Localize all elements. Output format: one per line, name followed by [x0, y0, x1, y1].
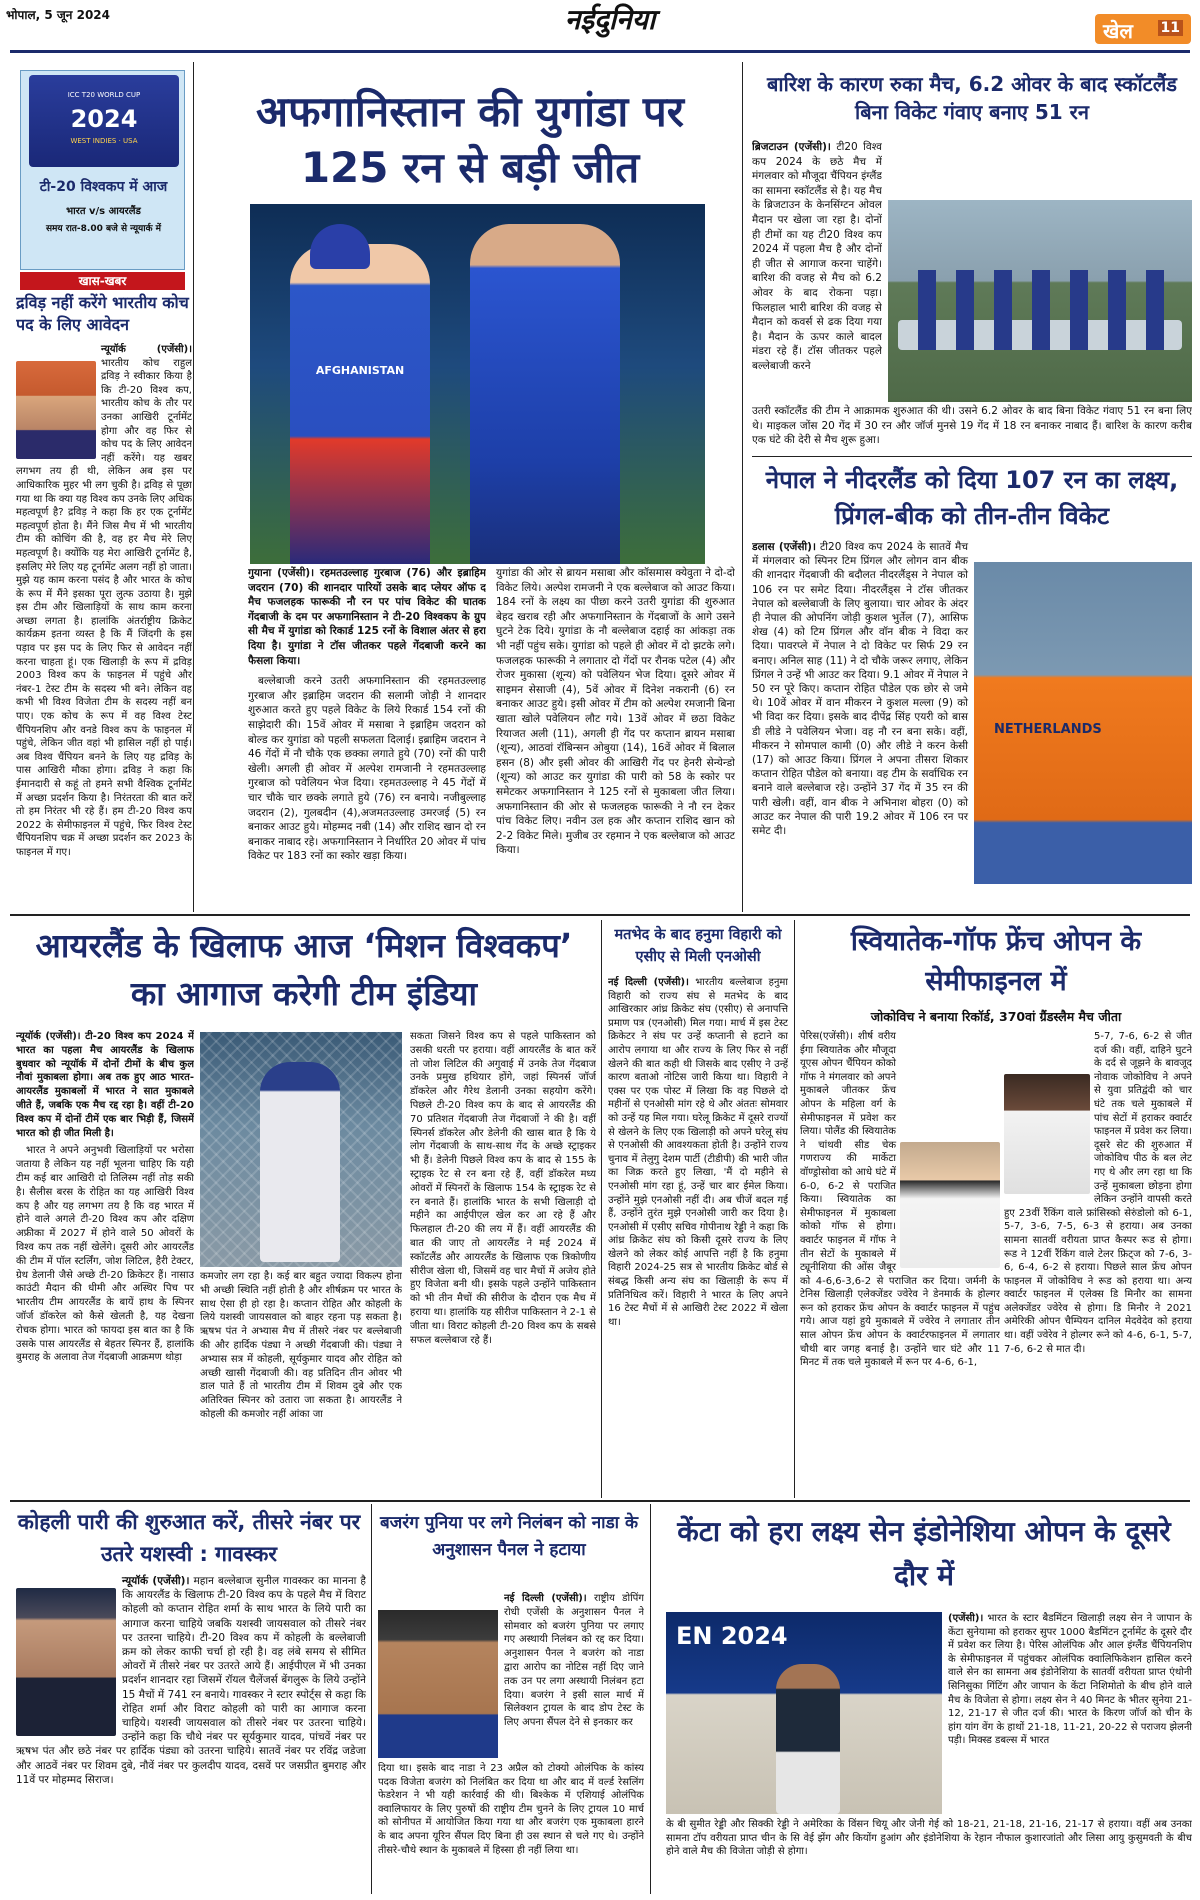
swiatek-col-left — [800, 1030, 1000, 1498]
khas-dateline: न्यूयॉर्क (एजेंसी)। — [101, 344, 192, 355]
mid-rule — [10, 914, 1190, 916]
afg-body-right: युगांडा की ओर से ब्रायन मसाबा और कॉसमास क्येवुता ने दो-दो विकेट लिये। अल्पेश रामजनी ने एक बल्लेबाज को आउट किया। 184 रनों के लक्ष्य का पीछा करने उतरी युगांडा की शुरुआत बेहद खराब रही और अफगानिस्तान के गेंदबाजों के आगे उसने घुटने टेक दिये। युगांडा के नौ बल्लेबाज दहाई का आंकड़ा तक भी नहीं पहुंच सके। युगांडा को पहले ही ओवर में दो झटके लगे। फजलहक फारूकी ने लगातार दो गेंदों पर रौनक पटेल (4) और रोजर मुकासा (शून्य) को पवेलियन भेज दिया। दूसरे ओवर में साइमन सेसाजी (4), 5वें ओवर में दिनेश नकरानी (6) रन बनाकर आउट हुये। इसी ओवर में टीम को अल्पेश रमजानी बिना खाता खोले पवेलियन लौट गये। 13वें ओवर में छठा विकेट रियाजत अली (11), अगली ही गेंद पर कप्तान ब्रायन मसाबा (शून्य), आठवां रॉबिन्सन ओबुया (14), 16वें ओवर में बिलाल हसन (8) और इसी ओवर की आखिरी गेंद पर हेनरी सेन्येन्डो (शून्य) को आउट कर युगांडा की पारी को 58 के स्कोर पर समेटकर अफगानिस्तान ने 125 रनों से मुकाबला जीत लिया।अफगानिस्तान की ओर से फजलहक फारूकी ने नौ रन देकर पांच विकेट लिए। नवीन उल हक और कप्तान राशिद खान को 2-2 विकेट मिले। मुजीब उर रहमान ने एक बल्लेबाज को आउट किया। — [496, 567, 735, 857]
afg-player-1 — [290, 244, 430, 564]
vihari-headline: मतभेद के बाद हनुमा विहारी को एसीए से मिली एनओसी — [614, 927, 782, 965]
nepal-article — [752, 540, 1192, 912]
scot-headline: बारिश के कारण रुका मैच, 6.2 ओवर के बाद स्कॉटलैंड बिना विकेट गंवाए बनाए 51 रन — [767, 72, 1177, 124]
ireland-col-b — [200, 1270, 402, 1500]
bajrang-dateline: नई दिल्ली (एजेंसी)। — [504, 1593, 587, 1604]
nepal-body: टी20 विश्व कप 2024 के सातवें मैच में मंगलवार को स्पिनर टिम प्रिंगल और लोगन वान बीक की शानदार गेंदबाजी की बदौलत नीदरलैंड्स ने नेपाल को 106 रन पर समेट दिया। नीदरलैंड्स ने टॉस जीतकर नेपाल को बल्लेबाजी के लिए बुलाया। चार ओवर के अंदर ही नेपाल की ओपनिंग जोड़ी कुशल भुर्तेल (7), आसिफ शेख (4) को टिम प्रिंगल और वॉन बीक ने विदा कर दिया। पावरप्ले में नेपाल ने दो विकेट पर सिर्फ 29 रन बनाए। अनिल साह (11) ने दो चौके जरूर लगाए, लेकिन प्रिंगल ने उन्हें भी आउट कर दिया। 9.1 ओवर में नेपाल ने 50 रन पूरे किए। कप्तान रोहित पौडेल एक छोर से जमे थे। 10वें ओवर में वान मीकरन ने कुशल मल्ला (9) को भी विदा कर दिया। इसके बाद दीपेंद्र सिंह एयरी को बास डी लीडे ने पवेलियन भेजा। वह नौ रन बना सके। वहीं, मीकरन ने सोमपाल कामी (0) और लीडे ने करन केसी (17) को आउट किया। प्रिंगल ने अपना तीसरा शिकार कप्तान रोहित पौडेल को बनाया। वह टीम के सर्वाधिक रन बनाने वाले बल्लेबाज रहे। उन्होंने 37 गेंद में 35 रन की पारी खेली। वहीं, वान बीक ने अभिनाश बोहरा (0) को आउट कर नेपाल की पारी 19.2 ओवर में 106 रन पर समेट दी। — [752, 541, 968, 838]
lakshya-photo — [666, 1612, 942, 1814]
ireland-body-a: भारत ने अपने अनुभवी खिलाड़ियों पर भरोसा जताया है लेकिन यह नहीं भूलना चाहिए कि यही टीम कई बार आखिरी दो तिलिस्म नहीं तोड़ सकी है। सैलीस बरस के रोहित का यह आखिरी विश्व कप है और यह लगभग तय है कि वह भारत में होने वाले अगले टी-20 विश्व कप और दक्षिण अफ्रीका में 2027 में होने वाले 50 ओवरों के विश्व कप तक नहीं खेलेंगे। दूसरी ओर आयरलैंड की टीम में पॉल स्टर्लिंग, जोश लिटिल, हैरी टेक्टर, ग्रेथ डेलानी जैसे अच्छे टी-20 क्रिकेटर हैं। नासाउ काउंटी मैदान की धीमी और अस्थिर पिच पर भारतीय टीम आयरलैंड के बायें हाथ के स्पिनर जॉर्ज डॉकरेल को कैसे खेलती है, यह देखना रोचक होगा। भारत को फायदा इस बात का है कि उसके पास आयरलैंड से बेहतर स्पिनर हैं, हालांकि बुमराह के अलावा तेज गेंदबाजी आक्रमण थोड़ा — [16, 1145, 194, 1364]
gavaskar-photo — [16, 1588, 116, 1736]
promo-box — [20, 70, 185, 270]
vihari-body: भारतीय बल्लेबाज हनुमा विहारी को राज्य संघ से मतभेद के बाद आखिरकार आंध्र क्रिकेट संघ (एसीए) से अनापत्ति प्रमाण पत्र (एनओसी) मिल गया। मार्च में इस टेस्ट क्रिकेटर ने संघ पर उन्हें कप्तानी से हटाने का आरोप लगाया था और राज्य के लिए फिर से नहीं खेलने की बात कही थी जिसके बाद एसीए ने उन्हें कारण बताओ नोटिस जारी किया था। विहारी ने एक्स पर एक पोस्ट में लिखा कि वह पिछले दो महीनों से एनओसी मांग रहे थे और अंततः सोमवार को उन्हें यह मिल गया। घरेलू क्रिकेट में दूसरे राज्यों से खेलने के लिए एक खिलाड़ी को अपने घरेलू संघ से एनओसी की आवश्यकता होती है। उन्होंने राज्य चुनाव में तेलुगु देशम पार्टी (टीडीपी) की भारी जीत का जिक्र करते हुए लिखा, 'मैं दो महीने से एनओसी मांग रहा हूं, उन्हें चार बार ईमेल किया। उन्होंने मुझे एनओसी नहीं दी। अब चीजें बदल गई हैं, उन्होंने तुरंत मुझे एनओसी जारी कर दिया है। एनओसी में एसीए सचिव गोपीनाथ रेड्डी ने कहा कि आंध्र क्रिकेट संघ को किसी दूसरे राज्य के लिए खेलने को लेकर कोई आपत्ति नहीं है कि हनुमा विहारी 2024-25 सत्र से भारतीय क्रिकेट बोर्ड से संबद्ध किसी अन्य संघ का खिलाड़ी के रूप में प्रतिनिधित्व करें। विहारी ने भारत के लिए अपने 16 टेस्ट मैचों में से आखिरी टेस्ट 2022 में खेला था। — [608, 977, 788, 1328]
swiatek-body-right: 5-7, 7-6, 6-2 से जीत दर्ज की। वहीं, दाहिने घुटने के दर्द से जूझने के बावजूद नोवाक जोकोविच ने अपने से युवा प्रतिद्वंदी को चार घंटे तक चले मुकाबले में पांच सेटों में हराकर क्वार्टर फाइनल में प्रवेश कर लिया। दूसरे सेट की शुरुआत में जोकोविच पीठ के बल लेट गए थे और लग रहा था कि उन्हें मुकाबला छोड़ना होगा लेकिन उन्होंने वापसी करते हुए 23वीं रैंकिंग वाले फ्रांसिस्को सेरुंडोलो को 6-1, 5-7, 3-6, 7-5, 6-3 से हराया। अब उनका सामना सातवीं वरीयता प्राप्त कैस्पर रूड से होगा। रूड ने 12वीं रैंकिंग वाले टेलर फ्रिट्ज को 7-6, 3-6, 6-4, 6-2 से हराया। पिछले साल फ्रेंच ओपन फाइनल में जोकोविच ने रूड को हराया था। अन्य क्वार्टर फाइनल में एलेक्स डि मिनौर का सामना अलेक्जेंडर ज्वेरेव से होगा। डि मिनौर ने 2021 अमेरिकी ओपन चैम्पियन दानिल मेदवेदेव को हराया था। वहीं ज्वेरेव ने होल्गर रूने को 4-6, 6-1, 5-7, 7-6, 6-2 से मात दी। — [1004, 1031, 1192, 1355]
khas-label-text: खास-खबर — [78, 274, 127, 288]
vihari-dateline: नई दिल्ली (एजेंसी)। — [608, 977, 689, 988]
afg-photo-helmet — [310, 224, 370, 269]
ireland-photo — [200, 1032, 402, 1267]
lakshya-article — [948, 1612, 1192, 1816]
khas-label — [20, 272, 185, 290]
nepal-headline: नेपाल ने नीदरलैंड को दिया 107 रन का लक्ष्य, प्रिंगल-बीक को तीन-तीन विकेट — [765, 466, 1179, 530]
afg-player-2 — [470, 224, 620, 564]
masthead-rule — [10, 50, 1190, 53]
promo-match: भारत v/s आयरलैंड — [66, 206, 141, 217]
khas-article — [16, 343, 192, 913]
khas-body: भारतीय कोच राहुल द्रविड़ ने स्वीकार किया है कि टी-20 विश्व कप, भारतीय कोच के तौर पर उनका आखिरी टूर्नामेंट होगा और वह फिर से कोच पद के लिए आवेदन नहीं करेंगे। यह खबर लगभग तय ही थी, लेकिन अब इस पर आधिकारिक मुहर भी लग चुकी है। द्रविड़ से पूछा गया था कि क्या यह विश्व कप उनके लिए अधिक महत्वपूर्ण है? द्रविड़ ने कहा कि हर एक टूर्नामेंट महत्वपूर्ण होता है। मैंने जिस मैच में भी भारतीय टीम की कोचिंग की है, वह हर मैच मेरे लिए महत्वपूर्ण है। क्योंकि यह मेरा आखिरी टूर्नामेंट है, इसलिए मेरे लिए यह टूर्नामेंट अलग नहीं हो जाता। मुझे यह काम करना पसंद है और भारत के कोच के रूप में मैंने इसका पूरा लुत्फ उठाया है। मुझे इस टीम और खिलाड़ियों के साथ काम करना अच्छा लगता है। हालांकि अंतर्राष्ट्रीय क्रिकेट कार्यक्रम इतना व्यस्त है कि मैं जिंदगी के इस पड़ाव पर इस पद के लिए फिर से आवेदन नहीं करना चाहता हूं। एक खिलाड़ी के रूप में द्रविड़ 2003 विश्व कप के फाइनल में पहुंचे और नंबर-1 टेस्ट टीम के सदस्य भी बने। लेकिन वह कभी भी विश्व विजेता टीम के सदस्य नहीं बन पाए। एक कोच के रूप में वह विश्व टेस्ट चैंपियनशिप और वनडे विश्व कप के फाइनल में पहुंचे, लेकिन जीत वहां भी हासिल नहीं हो पाई। अब विश्व चैंपियन बनने के लिए यह द्रविड़ के पास आखिरी मौका होगा। द्रविड़ ने कहा कि ईमानदारी से कहूं तो हमने सभी वैश्विक टूर्नामेंट में अच्छा प्रदर्शन किया है। निरंतरता की बात करें तो हम निरंतर भी रहे हैं। हम टी-20 विश्व कप 2022 के सेमीफाइनल में पहुंचे, फिर विश्व टेस्ट चैंपियनशिप चक्र में अच्छा प्रदर्शन कर 2023 के फाइनल में गए। — [16, 357, 192, 858]
afg-headline: अफगानिस्तान की युगांडा पर 125 रन से बड़ी जीत — [256, 87, 684, 192]
wc-badge-line1: ICC T20 WORLD CUP — [67, 91, 141, 99]
col-rule-6 — [650, 1504, 651, 1894]
bajrang-body-bottom: दिया था। इसके बाद नाडा ने 23 अप्रैल को टोक्यो ओलंपिक के कांस्य पदक विजेता बजरंग को निलंबित कर दिया था और बाद में वर्ल्ड रेसलिंग फेडरेशन ने भी यही कार्रवाई की थी। बिश्केक में एशियाई ओलंपिक क्वालिफायर के लिए पुरुषों की राष्ट्रीय टीम चुनने के लिए ट्रायल 10 मार्च को सोनीपत में आयोजित किया गया था और बजरंग एक मुकाबला हारने के बाद अपना यूरिन सैंपल दिए बिना ही उस स्थान से चले गए थे। उन्होंने तीसरे-चौथे स्थान के मुकाबले में हिस्सा ही नहीं लिया था। — [378, 1763, 644, 1856]
afg-photo — [250, 204, 705, 564]
dravid-photo — [16, 361, 96, 459]
swiatek-photo — [900, 1142, 1000, 1268]
lakshya-dateline: (एजेंसी)। — [948, 1613, 984, 1624]
swiatek-body-left: पेरिस(एजेंसी)। शीर्ष वरीय ईगा स्वियातेक और मौजूदा यूएस ओपन चैंपियन कोको गॉफ ने मंगलवार को अपने मुकाबले जीतकर फ्रेंच ओपन के महिला वर्ग के सेमीफाइनल में प्रवेश कर लिया। पोलैंड की स्वियातेक ने चांथवी सीड चेक गणराज्य की मार्केटा वॉण्ड्रोसोवा को आधे घंटे में 6-0, 6-2 से पराजित किया। स्वियातेक का सेमीफाइनल में मुकाबला कोको गॉफ से होगा। क्वार्टर फाइनल में गॉफ ने तीन सेटों के मुकाबले में ट्यूनीशिया की ओंस जैबूर को 4-6,6-3,6-2 से पराजित कर दिया। जर्मनी के टेनिस खिलाड़ी एलेक्जेंडर ज्वेरेव ने डेनमार्क के होल्गर रून को हराकर फ्रेंच ओपन के क्वार्टर फाइनल में पहुंच गये। आज यहां हुये मुकाबले में ज्वेरेव ने लगातार तीन साल ओपन फ्रेंच ओपन के क्वार्टरफाइनल में लगातार चौथी बार जगह बनाई है। उन्होंने चार घंटे और 11 मिनट में तक चले मुकाबले में रून पर 4-6, 6-1, — [800, 1031, 1000, 1369]
scot-body-top: टी20 विश्व कप 2024 के छठे मैच में मंगलवार को मौजूदा चैंपियन इंग्लैंड का सामना स्कॉटलैंड से है। यह मैच के ब्रिजटाउन के केनसिंग्टन ओवल मैदान पर खेला जा रहा है। दोनों ही टीमों का यह टी20 विश्व कप 2024 में पहला मैच है और दोनों ही जीत से आगाज करना चाहेंगे। बारिश की वजह से मैच को 6.2 ओवर के बाद रोकना पड़ा। फिलहाल भारी बारिश की वजह से मैदान को कवर्स से ढक दिया गया है। मैदान के ऊपर काले बादल मंडरा रहे हैं। टॉस जीतकर पहले बल्लेबाजी करने — [752, 141, 882, 372]
ireland-body-b: कमजोर लग रहा है। कई बार बहुत ज्यादा विकल्प होना भी अच्छी स्थिति नहीं होती है और शीर्षक्रम पर भारत के साथ ऐसा ही हो रहा है। कप्तान रोहित और कोहली के लिये यशस्वी जायसवाल को बाहर रहना पड़ सकता है। ऋषभ पंत ने अभ्यास मैच में तीसरे नंबर पर बल्लेबाजी की और हार्दिक पंड्या ने अच्छी गेंदबाजी की। पंड्या ने अभ्यास सत्र में कोहली, सूर्यकुमार यादव और रोहित को अच्छी खासी गेंदबाजी की। वह प्रतिदिन तीन ओवर भी डाल पाते हैं तो भारतीय टीम में शिवम दुबे और एक अतिरिक्त स्पिनर को उतारा जा सकता है। आयरलैंड ने कोहली की कमजोर नहीं आंका जा — [200, 1271, 402, 1420]
scot-rule — [752, 456, 1192, 457]
col-rule-3 — [601, 920, 602, 1498]
masthead — [0, 0, 1200, 52]
swiatek-col-right — [1004, 1030, 1192, 1498]
nepal-dateline: डलास (एजेंसी)। — [752, 541, 816, 553]
khas-headline: द्रविड़ नहीं करेंगे भारतीय कोच पद के लिए आवेदन — [16, 293, 189, 334]
scot-body-bottom: उतरी स्कॉटलैंड की टीम ने आक्रामक शुरुआत की थी। उसने 6.2 ओवर के बाद बिना विकेट गंवाए 51 रन बना लिए थे। माइकल जोंस 20 गेंद में 30 रन और जॉर्ज मुनसे 19 गेंद में 18 रन बनाकर नाबाद हैं। बारिश के कारण करीब एक घंटे की देरी से मैच शुरू हुआ। — [752, 405, 1192, 447]
lakshya-body: भारत के स्टार बैडमिंटन खिलाड़ी लक्ष्य सेन ने जापान के केंटा सुनेयामा को हराकर सुपर 1000 बैडमिंटन टूर्नामेंट के दूसरे दौर में प्रवेश कर लिया है। पेरिस ओलंपिक और आल इंग्लैंड चैंपियनशिप के सेमीफाइनल में पहुंचकर ओलंपिक क्वालिफिकेशन हासिल करने वाले सेन का सामना अब इंडोनेशिया के सातवीं वरीयता प्राप्त एंथोनी सिनिसुका गिंटिंग और जापान के केंटा निशिमोतो के बीच होने वाले मैच के विजेता से होगा। लक्ष्य सेन ने 40 मिनट के भीतर सुनेया 21-12, 21-17 से जीत दर्ज की। भारत के किरण जॉर्ज को चीन के हांग यांग वेंग के हाथों 21-18, 11-21, 20-22 से पराजय झेलनी पड़ी। मिक्स्ड डबल्स में भारत — [948, 1613, 1192, 1747]
gauff-photo — [1004, 1074, 1090, 1194]
kohli-headline: कोहली पारी की शुरुआत करें, तीसरे नंबर पर उतरे यशस्वी : गावस्कर — [17, 1510, 361, 1566]
afg-caption: गुयाना (एजेंसी)। रहमतउल्लाह गुरबाज (76) और इब्राहिम जदरान (70) की शानदार पारियों उसके बाद प्लेयर ऑफ द मैच फजलहक फारूकी नौ रन पर पांच विकेट की घातक गेंदबाजी के दम पर अफगानिस्तान ने टी-20 विश्वकप के ग्रुप सी मैच में युगांडा को रिकार्ड 125 रनों के विशाल अंतर से हरा दिया है। युगांडा ने टॉस जीतकर पहले गेंदबाजी करने का फैसला किया। — [248, 567, 486, 667]
ireland-lead: न्यूयॉर्क (एजेंसी)। टी-20 विश्व कप 2024 में भारत का पहला मैच आयरलैंड के खिलाफ बुधवार को न्यूयॉर्क में दोनों टीमों के बीच कुल नौवां मुकाबला होगा। अब तक हुए आठ भारत-आयरलैंड मुकाबलों में भारत ने सात मुकाबले जीते हैं, जबकि एक मैच रद्द रहा है। वहीं टी-20 विश्व कप में दोनों टीमें एक बार भिड़ी हैं, जिसमें भारत को ही जीत मिली है। — [16, 1031, 194, 1139]
bajrang-side — [504, 1592, 644, 1758]
lakshya-photo-text: EN 2024 — [676, 1622, 788, 1650]
bajrang-body-side: राष्ट्रीय डोपिंग रोधी एजेंसी के अनुशासन पैनल ने सोमवार को बजरंग पुनिया पर लगाए गए अस्थायी निलंबन को रद्द कर दिया। अनुशासन पैनल ने बजरंग को नाडा द्वारा आरोप का नोटिस नहीं दिए जाने तक उन पर लगा अस्थायी निलंबन हटा दिया। बजरंग ने इसी साल मार्च में सिलेक्शन ट्रायल के बाद डोप टेस्ट के लिए अपना सैंपल देने से इनकार कर — [504, 1593, 644, 1729]
col-rule-1 — [193, 62, 194, 912]
vihari-article — [608, 976, 788, 1498]
masthead-date: भोपाल, 5 जून 2024 — [6, 8, 111, 22]
afg-article — [248, 566, 735, 911]
ireland-batter — [260, 1062, 340, 1262]
lakshya-bottom — [666, 1818, 1192, 1894]
wc-badge-year: 2024 — [70, 105, 138, 133]
bajrang-photo — [378, 1610, 498, 1758]
wc-badge — [29, 75, 179, 167]
ireland-headline: आयरलैंड के खिलाफ आज ‘मिशन विश्वकप’ का आगाज करेगी टीम इंडिया — [35, 926, 573, 1013]
swiatek-subhead: जोकोविच ने बनाया रिकॉर्ड, 370वां ग्रैंडस्लैम मैच जीता — [870, 1009, 1122, 1024]
afg-body-left: बल्लेबाजी करने उतरी अफगानिस्तान की रहमतउल्लाह गुरबाज और इब्राहिम जदरान की सलामी जोड़ी ने शानदार शुरुआत करते हुए पहले विकेट के लिये रिकार्ड 154 रनों की साझेदारी की। 15वें ओवर में मसाबा ने इब्राहिम जदरान को बोल्ड कर युगांडा को पहली सफलता दिलाई। इब्राहिम जदरान ने 46 गेंदों में नौ चौके एक छक्का लगाते हुये (70) रनों की पारी खेली। अगली ही ओवर में अल्पेश रामजानी ने रहमतउल्लाह गुरबाज को पवेलियन भेज दिया। रहमतउल्लाह ने 45 गेंदों में चार चौके चार छक्के लगाते हुये (76) रन बनाये। नजीबुल्लाह जदरान (2), गुलबदीन (4),अजमतउल्लाह उमरजई (5) रन बनाकर आउट हुये। मोहम्मद नबी (14) और राशिद खान दो रन बनाकर नाबाद रहे। अफगानिस्तान ने निर्धारित 20 ओवर में पांच विकेट पर 183 रनों का स्कोर खड़ा किया। — [248, 675, 486, 863]
ireland-body-c: सकता जिसने विश्व कप से पहले पाकिस्तान को उसकी धरती पर हराया। वहीं आयरलैंड के बात करें तो जोश लिटिल की अगुवाई में उनके तेज गेंदबाज उनके प्रमुख हथियार होंगे, जहां स्पिनर्स जॉर्ज डॉकरेल और गैरेथ डेलानी उनका सहयोग करेंगे। पिछले टी-20 विश्व कप के बाद से आयरलैंड की 70 प्रतिशत गेंदबाजी तेज गेंदबाजों ने की है। वहीं स्पिनर्स डॉकरेल और डेलेनी की खास बात है कि ये लोग गेंदबाजी के साथ-साथ गेंद के अच्छे स्ट्राइकर भी हैं। डेलेनी पिछले विश्व कप के बाद से 155 के स्ट्राइक रेट से रन बना रहे हैं, वहीं डॉकरेल मध्य ओवरों में स्पिनरों के खिलाफ 154 के स्ट्राइक रेट से रन बनाते हैं। हालांकि भारत के सभी खिलाड़ी दो महीने का आईपीएल खेल कर आ रहे हैं और फिलहाल टी-20 की लय में हैं। वहीं आयरलैंड की बात की जाए तो आयरलैंड ने मई 2024 में स्कॉटलैंड और आयरलैंड के खिलाफ एक त्रिकोणीय सीरीज खेला थी, जिसमें वह चार मैचों में अजेय होते हुए विजेता बनी थी। इसके पहले उन्होंने पाकिस्तान को भी तीन मैचों की सीरीज के दौरान एक मैच में हराया था। हालांकि यह सीरीज पाकिस्तान ने 2-1 से जीता था। विराट कोहली टी-20 विश्व कप के सबसे सफल बल्लेबाज रहे हैं। — [410, 1031, 596, 1346]
ireland-col-a — [16, 1030, 194, 1500]
lower-rule — [10, 1500, 1190, 1502]
scot-dateline: ब्रिजटाउन (एजेंसी)। — [752, 141, 831, 153]
lakshya-headline: केंटा को हरा लक्ष्य सेन इंडोनेशिया ओपन के दूसरे दौर में — [677, 1515, 1171, 1592]
bajrang-bottom — [378, 1762, 644, 1896]
col-rule-4 — [794, 920, 795, 1498]
scot-groundstaff — [918, 270, 1168, 350]
nepal-photo — [974, 562, 1192, 884]
page-number: 11 — [1158, 20, 1183, 36]
masthead-logo: नईदुनिया — [564, 3, 656, 36]
col-rule-2 — [742, 62, 743, 912]
ireland-col-c — [410, 1030, 596, 1500]
wc-badge-sub: WEST INDIES · USA — [70, 137, 138, 145]
promo-time: समय रात-8.00 बजे से न्यूयार्क में — [45, 224, 162, 234]
promo-title: टी-20 विश्वकप में आज — [39, 179, 168, 195]
bajrang-headline: बजरंग पुनिया पर लगे निलंबन को नाडा के अनुशासन पैनल ने हटाया — [379, 1513, 639, 1560]
section-label — [1095, 14, 1191, 44]
scot-photo — [888, 200, 1192, 402]
lakshya-player — [776, 1664, 840, 1814]
lakshya-body-bottom: के बी सुमीत रेड्डी और सिक्की रेड्डी ने अमेरिका के विंसन चियू और जेनी गेई को 18-21, 21-18, 21-16, 21-17 से हराया। वहीं अब उनका सामना टॉप वरीयता प्राप्त चीन के सि वेई झेंग और कियोंग हुआंग और इंडोनेशिया के रेहान नौफाल कुशारजांतो और लिसा आयु कुसुमवती के बीच होने वाले मैच की विजेता जोड़ी से होगा। — [666, 1819, 1192, 1858]
kohli-dateline: न्यूयॉर्क (एजेंसी)। — [122, 1575, 190, 1587]
nepal-jersey-text: NETHERLANDS — [994, 722, 1102, 737]
swiatek-headline: स्वियातेक-गॉफ फ्रेंच ओपन के सेमीफाइनल में — [850, 926, 1142, 997]
scot-article-bottom — [752, 404, 1192, 452]
kohli-body: महान बल्लेबाज सुनील गावस्कर का मानना है कि आयरलैंड के खिलाफ टी-20 विश्व कप के पहले मैच में विराट कोहली को कप्तान रोहित शर्मा के साथ भारत के लिये पारी का आगाज करना चाहिये जबकि यशस्वी जायसवाल को तीसरे नंबर पर उतरना चाहिये। टी-20 विश्व कप में कोहली के बल्लेबाजी क्रम को लेकर काफी चर्चा हो रही है। वह लंबे समय से सीमित ओवरों में तीसरे नंबर पर उतरते आये हैं। आईपीएल में भी उनका प्रदर्शन शानदार रहा जिसमें रॉयल चैलेंजर्स बेंगलुरू के लिये उन्होंने 15 मैचों में 741 रन बनाये। गावस्कर ने स्टार स्पोर्ट्स से कहा कि रोहित शर्मा और विराट कोहली को पारी का आगाज करना चाहिये। यशस्वी जायसवाल को तीसरे नंबर पर उतरना चाहिये। उन्होंने कहा कि चौथे नंबर पर सूर्यकुमार यादव, पांचवें नंबर पर ऋषभ पंत और छठे नंबर पर हार्दिक पंड्या को उतरना चाहिये। सातवें नंबर पर रविंद्र जडेजा और आठवें नंबर पर शिवम दुबे, नौवें नंबर पर कुलदीप यादव, दसवें पर जसप्रीत बुमराह और 11वें पर मोहम्मद सिराज। — [16, 1575, 366, 1786]
scot-article-top — [752, 140, 882, 402]
col-rule-5 — [371, 1504, 372, 1894]
afg-jersey-text: AFGHANISTAN — [315, 364, 405, 377]
kohli-article — [16, 1574, 366, 1894]
section-name: खेल — [1103, 19, 1133, 43]
